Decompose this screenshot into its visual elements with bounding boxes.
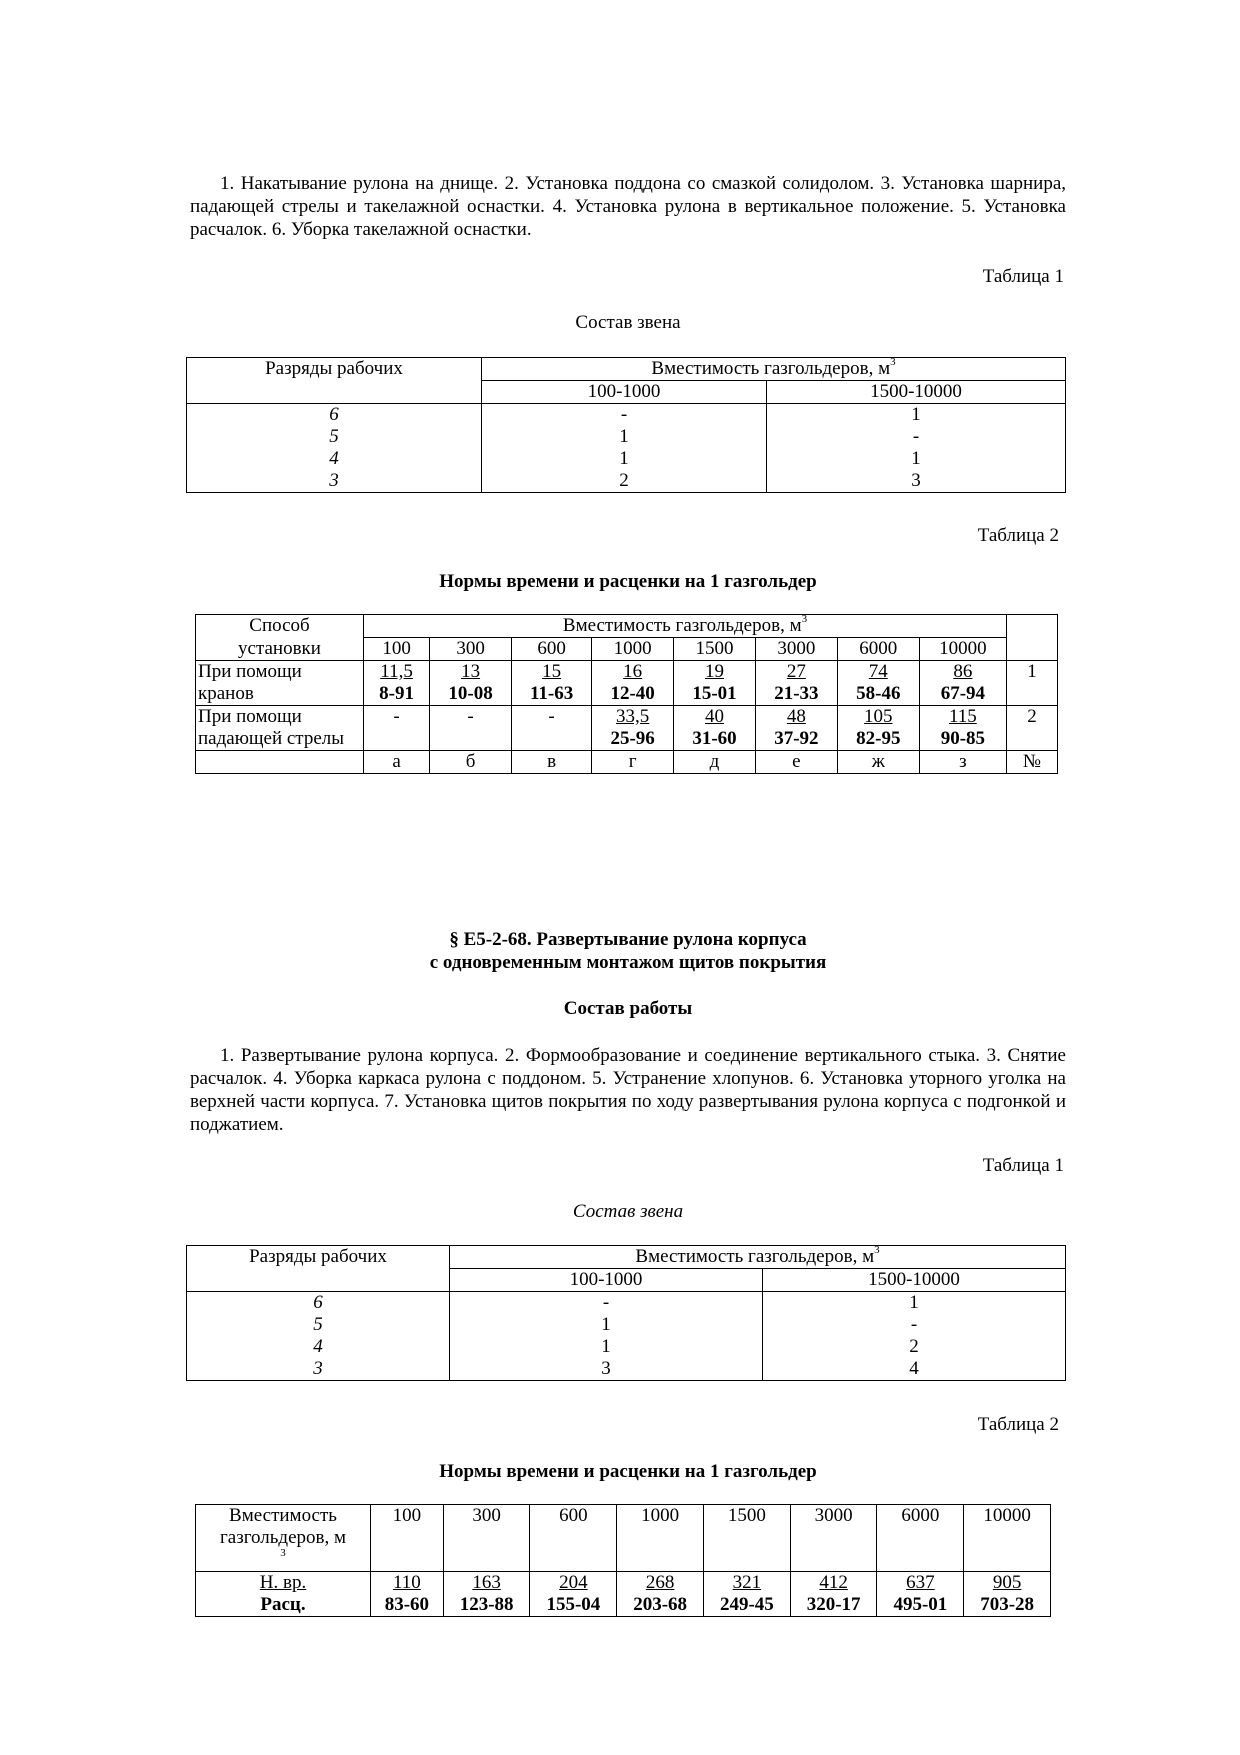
header-cell: Вместимость газгольдеров, $м^3$ (364, 615, 1007, 638)
capacity-cell: 3000 (755, 638, 837, 661)
header-cell: 100-1000 (482, 381, 767, 404)
table-title: Нормы времени и расценки на 1 газгольдер (439, 571, 817, 592)
norm-cell: 163 123-88 (443, 1572, 530, 1617)
row-label: При помощи кранов (196, 661, 364, 706)
capacity-cell: 600 (530, 1505, 617, 1572)
value-cell: 1 - 2 4 (763, 1292, 1066, 1381)
norm-cell: 105 82-95 (837, 706, 919, 751)
norm-cell: 27 21-33 (755, 661, 837, 706)
norm-cell: 905 703-28 (964, 1572, 1051, 1617)
header-cell: Вместимость газгольдеров, $м^3$ (482, 358, 1066, 381)
header-cell: Разряды рабочих (187, 358, 482, 404)
norm-cell: 11,5 8-91 (364, 661, 430, 706)
table-title: Состав звена (572, 1201, 684, 1222)
column-letter: д (674, 751, 756, 774)
table-title: Нормы времени и расценки на 1 газгольдер (439, 1461, 817, 1482)
table-title: Состав звена (575, 312, 681, 333)
capacity-cell: 10000 (964, 1505, 1051, 1572)
column-letter: ж (837, 751, 919, 774)
column-letter: е (755, 751, 837, 774)
number-symbol: № (1007, 751, 1058, 774)
norm-cell: 412 320-17 (790, 1572, 877, 1617)
table-row (196, 1572, 1051, 1617)
capacity-cell: 1000 (617, 1505, 704, 1572)
table-row (196, 661, 1058, 706)
norm-cell: - (430, 706, 512, 751)
column-letter: б (430, 751, 512, 774)
column-letter: а (364, 751, 430, 774)
work-composition-title: Состав работы (563, 998, 693, 1019)
crew-composition-table-1 (186, 357, 1066, 493)
section-heading-line-1: § Е5-2-68. Развертывание рулона корпуса (449, 929, 807, 950)
header-cell: 1500-10000 (767, 381, 1066, 404)
capacity-cell: 1000 (592, 638, 674, 661)
header-cell: Вместимость газгольдеров, м $^3$ (196, 1505, 371, 1572)
header-cell: Разряды рабочих (187, 1246, 450, 1292)
norm-cell: 33,5 25-96 (592, 706, 674, 751)
work-composition-paragraph-2: 1. Развертывание рулона корпуса. 2. Формообразование и соединение вертикального стыка. 3. Снятие расчалок. 4. Уборка каркаса рулона с поддоном. 5. Устранение хлопунов. 6. Установка уторного уголка на верхней части корпуса. 7. Установка щитов покрытия по ходу развертывания рулона корпуса с подгонкой и поджатием. (190, 1045, 1066, 1135)
grade-cell: 6 5 4 3 (187, 1292, 450, 1381)
table-label: Таблица 1 (982, 266, 1064, 287)
header-cell: Способ (196, 615, 364, 638)
capacity-cell: 100 (371, 1505, 444, 1572)
time-norms-table-1 (195, 614, 1058, 774)
norm-cell: 637 495-01 (877, 1572, 964, 1617)
capacity-cell: 600 (512, 638, 592, 661)
header-cell: 1500-10000 (763, 1269, 1066, 1292)
section-heading-line-2: с одновременным монтажом щитов покрытия (429, 952, 827, 973)
capacity-cell: 1500 (674, 638, 756, 661)
header-cell: установки (196, 638, 364, 661)
column-letter: г (592, 751, 674, 774)
norm-cell: 86 67-94 (919, 661, 1006, 706)
capacity-cell: 300 (430, 638, 512, 661)
table-row (196, 751, 1058, 774)
row-label: При помощи падающей стрелы (196, 706, 364, 751)
crew-composition-table-2 (186, 1245, 1066, 1381)
capacity-cell: 1500 (703, 1505, 790, 1572)
value-cell: - 1 1 2 (482, 404, 767, 493)
empty-cell (196, 751, 364, 774)
norm-cell: - (364, 706, 430, 751)
header-cell: Вместимость газгольдеров, $м^3$ (450, 1246, 1066, 1269)
capacity-cell: 10000 (919, 638, 1006, 661)
table-label: Таблица 1 (982, 1155, 1064, 1176)
norm-cell: 16 12-40 (592, 661, 674, 706)
norm-cell: 321 249-45 (703, 1572, 790, 1617)
capacity-cell: 3000 (790, 1505, 877, 1572)
norm-cell: - (512, 706, 592, 751)
table-row (196, 706, 1058, 751)
norm-cell: 15 11-63 (512, 661, 592, 706)
grade-cell: 6 5 4 3 (187, 404, 482, 493)
norm-cell: 110 83-60 (371, 1572, 444, 1617)
capacity-cell: 100 (364, 638, 430, 661)
table-label: Таблица 2 (977, 525, 1059, 546)
norm-cell: 40 31-60 (674, 706, 756, 751)
capacity-cell: 6000 (837, 638, 919, 661)
capacity-cell: 300 (443, 1505, 530, 1572)
norm-cell: 48 37-92 (755, 706, 837, 751)
value-cell: - 1 1 3 (450, 1292, 763, 1381)
header-cell (1007, 615, 1058, 661)
time-norms-table-2 (195, 1504, 1051, 1617)
capacity-cell: 6000 (877, 1505, 964, 1572)
column-letter: з (919, 751, 1006, 774)
norm-cell: 204 155-04 (530, 1572, 617, 1617)
norm-cell: 268 203-68 (617, 1572, 704, 1617)
row-number: 1 (1007, 661, 1058, 706)
norm-cell: 13 10-08 (430, 661, 512, 706)
norm-cell: 115 90-85 (919, 706, 1006, 751)
table-label: Таблица 2 (977, 1414, 1059, 1435)
column-letter: в (512, 751, 592, 774)
work-composition-paragraph-1: 1. Накатывание рулона на днище. 2. Установка поддона со смазкой солидолом. 3. Установка шарнира, падающей стрелы и такелажной оснастки. 4. Установка рулона в вертикальное положение. 5. Установка расчалок. 6. Уборка такелажной оснастки. (190, 173, 1066, 240)
header-cell: 100-1000 (450, 1269, 763, 1292)
norm-cell: 74 58-46 (837, 661, 919, 706)
norm-cell: 19 15-01 (674, 661, 756, 706)
row-label: Н. вр. Расц. (196, 1572, 371, 1617)
value-cell: 1 - 1 3 (767, 404, 1066, 493)
row-number: 2 (1007, 706, 1058, 751)
